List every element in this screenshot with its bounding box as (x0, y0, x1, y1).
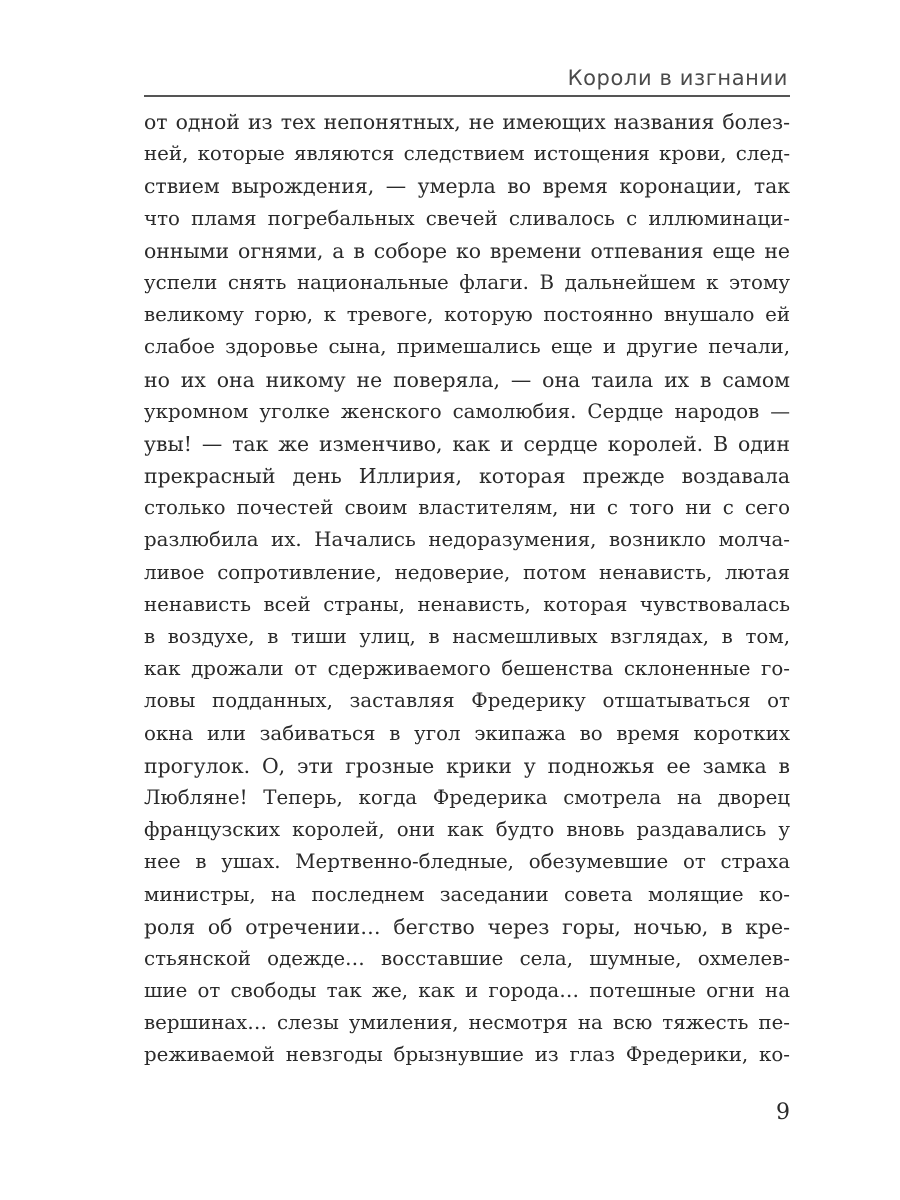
text-line: шие от свободы так же, как и города… потешные огни на (144, 979, 790, 1003)
text-line: разлюбила их. Начались недоразумения, возникло молча- (144, 528, 790, 552)
text-line: окна или забиваться в угол экипажа во время коротких (144, 721, 790, 745)
text-line: ливое сопротивление, недоверие, потом ненависть, лютая (144, 560, 790, 584)
text-line: нее в ушах. Мертвенно-бледные, обезумевшие от страха (144, 850, 790, 874)
text-line: ненависть всей страны, ненависть, которая чувствовалась (144, 592, 790, 616)
text-line: ствием вырождения, — умерла во время коронации, так (144, 174, 790, 199)
text-line: французских королей, они как будто вновь раздавались у (144, 818, 790, 842)
page-number: 9 (776, 1100, 790, 1125)
text-line: реживаемой невзгоды брызнувшие из глаз Фредерики, ко- (144, 1043, 790, 1067)
text-line: столько почестей своим властителям, ни с того ни с сего (144, 496, 790, 520)
text-line: как дрожали от сдерживаемого бешенства склоненные го- (144, 657, 790, 681)
text-line: ловы подданных, заставляя Фредерику отшатываться от (144, 689, 790, 713)
text-line: ней, которые являются следствием истощения крови, след- (144, 142, 790, 166)
text-line: роля об отречении… бегство через горы, ночью, в кре- (144, 914, 790, 939)
text-line: укромном уголке женского самолюбия. Сердце народов — (144, 399, 790, 423)
text-line: великому горю, к тревоге, которую постоянно внушало ей (144, 303, 790, 327)
text-line: но их она никому не поверяла, — она таила их в самом (144, 367, 790, 392)
text-line: онными огнями, а в соборе ко времени отпевания еще не (144, 238, 790, 263)
text-line: стьянской одежде… восставшие села, шумные, охмелев- (144, 946, 790, 970)
text-line: что пламя погребальных свечей сливалось с иллюминаци- (144, 206, 790, 230)
text-line: Любляне! Теперь, когда Фредерика смотрела на дворец (144, 785, 790, 809)
running-header-title: Короли в изгнании (567, 66, 788, 90)
text-line: прогулок. О, эти грозные крики у подножья ее замка в (144, 753, 790, 778)
text-line: успели снять национальные флаги. В дальнейшем к этому (144, 270, 790, 294)
body-text (144, 106, 790, 1072)
text-line: увы! — так же изменчиво, как и сердце королей. В один (144, 431, 790, 456)
text-line: от одной из тех непонятных, не имеющих названия болез- (144, 110, 790, 134)
text-line: прекрасный день Иллирия, которая прежде воздавала (144, 464, 790, 489)
header-divider (144, 95, 790, 97)
text-line: вершинах… слезы умиления, несмотря на всю тяжесть пе- (144, 1011, 790, 1035)
text-line: слабое здоровье сына, примешались еще и другие печали, (144, 335, 790, 359)
text-line: в воздухе, в тиши улиц, в насмешливых взглядах, в том, (144, 625, 790, 648)
text-line: министры, на последнем заседании совета молящие ко- (144, 882, 790, 906)
